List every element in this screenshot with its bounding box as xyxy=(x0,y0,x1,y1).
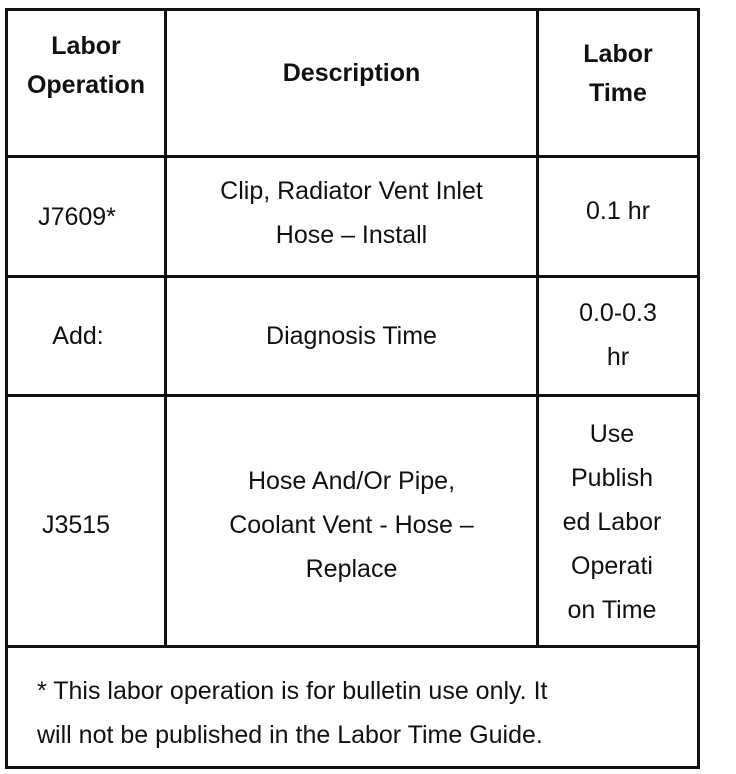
table-row-1-description xyxy=(167,158,536,275)
footnote-line: will not be published in the Labor Time Guide. xyxy=(37,721,543,749)
header-description xyxy=(167,53,536,93)
labor-time-line: ed Labor xyxy=(562,508,662,536)
operation-code: Add: xyxy=(52,322,104,350)
labor-time-line: hr xyxy=(606,343,630,371)
description-line: Diagnosis Time xyxy=(266,322,437,350)
footnote-line: * This labor operation is for bulletin use only. It xyxy=(37,677,548,705)
header-labor-operation xyxy=(8,23,164,109)
labor-time-line: Operati xyxy=(571,552,653,580)
operation-code: J7609* xyxy=(38,202,116,231)
labor-time-line: Publish xyxy=(570,464,653,492)
operation-code: J3515 xyxy=(41,511,111,539)
description-line: Hose – Install xyxy=(275,220,428,249)
header-labor-time xyxy=(539,31,697,117)
header-labor-time-line: Labor xyxy=(583,40,653,68)
table-row-1-time xyxy=(539,158,697,275)
table-row-2-operation xyxy=(8,278,164,394)
description-line: Hose And/Or Pipe, xyxy=(247,467,456,495)
description-line: Clip, Radiator Vent Inlet xyxy=(220,176,483,205)
table-row-3-operation xyxy=(8,397,164,645)
description-line: Replace xyxy=(305,555,398,583)
table-row-2-description xyxy=(167,278,536,394)
table-row-3-description xyxy=(167,397,536,645)
description-line: Coolant Vent - Hose – xyxy=(229,511,474,539)
table-row-3-time xyxy=(539,397,697,645)
row-divider xyxy=(8,645,697,648)
labor-time-line: Use xyxy=(589,420,635,448)
header-labor-time-line: Time xyxy=(589,79,647,107)
table-row-2-time xyxy=(539,278,697,394)
header-labor-operation-line: Operation xyxy=(26,71,146,99)
header-labor-operation-line: Labor xyxy=(51,32,121,60)
labor-time-value: 0.1 hr xyxy=(586,196,650,225)
labor-time-line: on Time xyxy=(567,596,657,624)
labor-operation-table xyxy=(5,8,700,769)
labor-time-line: 0.0-0.3 xyxy=(579,299,657,327)
table-row-1-operation xyxy=(8,158,164,275)
footnote xyxy=(37,669,657,757)
header-description-text: Description xyxy=(282,58,421,87)
